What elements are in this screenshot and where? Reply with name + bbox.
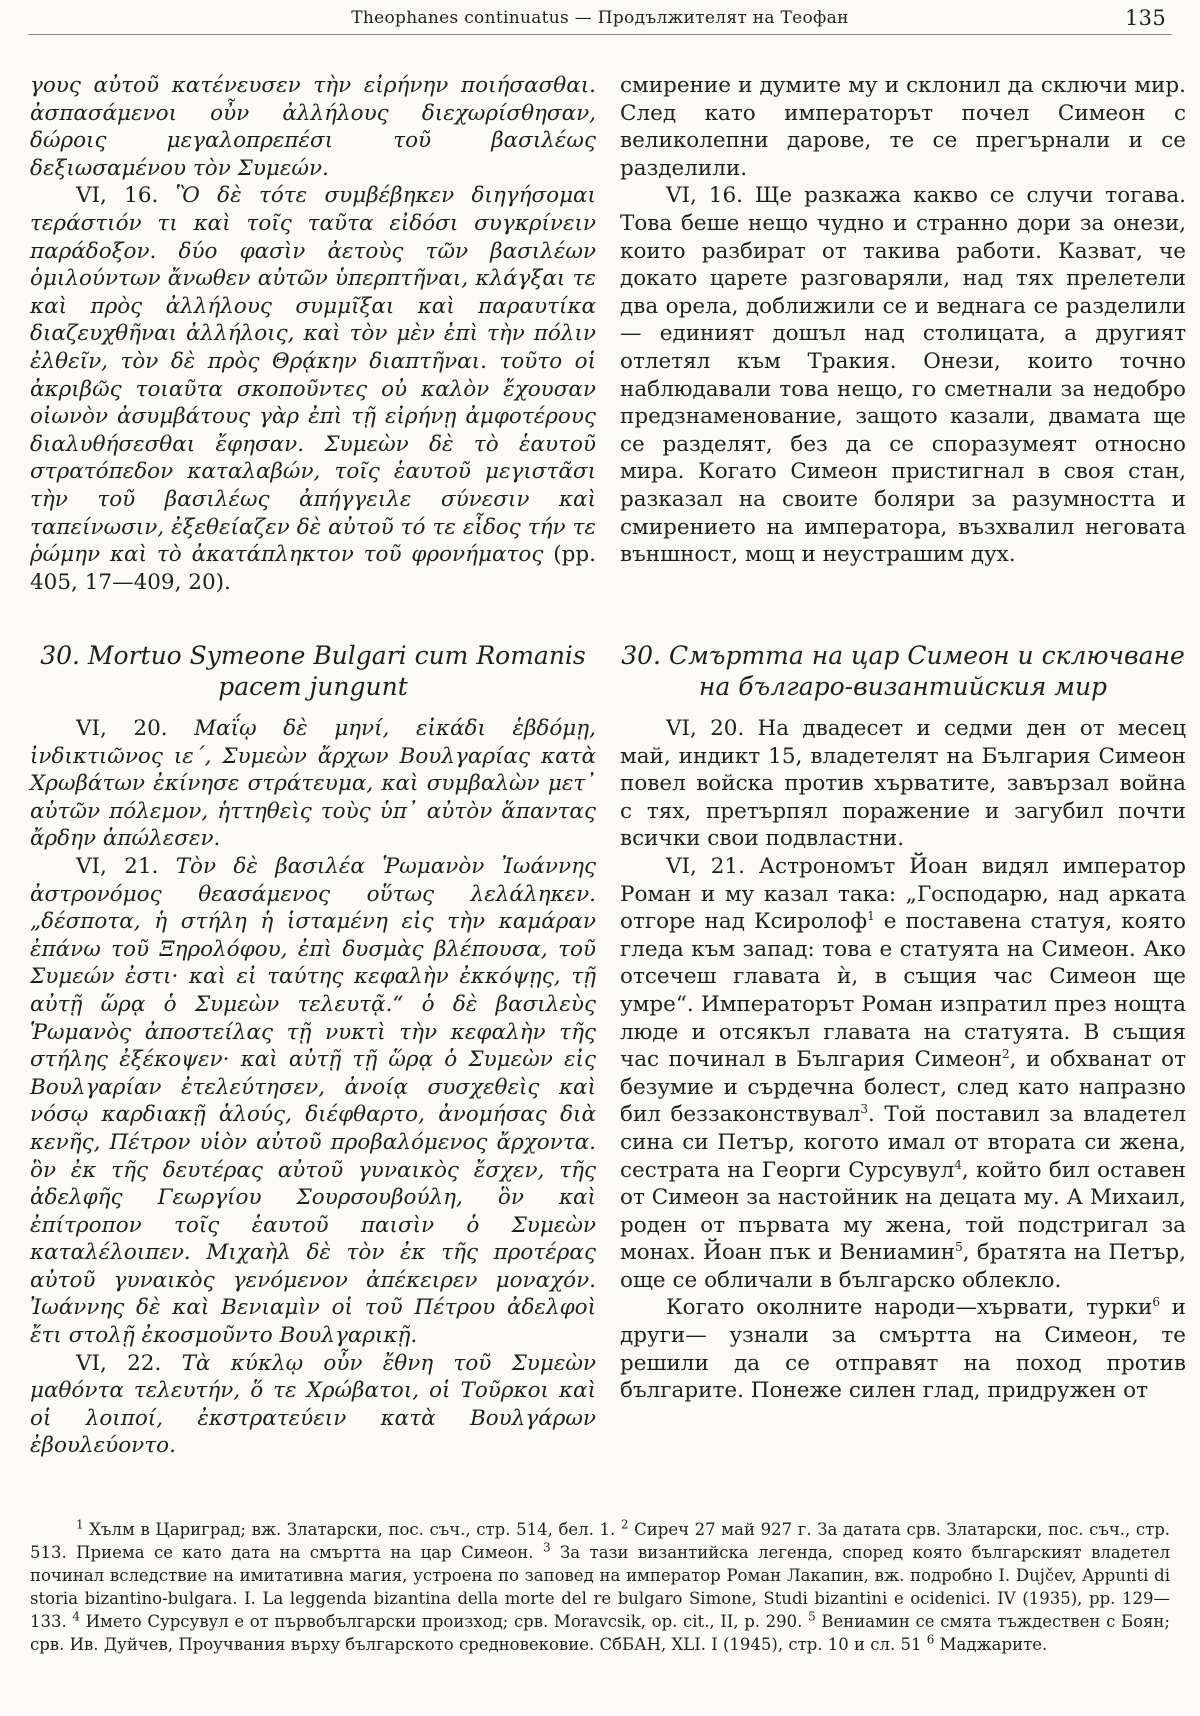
footnote-marker: 4: [954, 1157, 962, 1172]
greek-paragraph: VI, 20. Μαΐῳ δὲ μηνί, εἰκάδι ἑβδόμῃ, ἰνδικτιῶνος ιε΄, Συμεὼν ἄρχων Βουλγαρίας κατὰ Χρωβάτων ἐκίνησε στράτευμα, καὶ συμβαλὼν μετ᾽ αὐτῶν πόλεμον, ἡττηθεὶς τοὺς ὑπ᾽ αὐτὸν ἅπαντας ἄρδην ἀπώλεσεν.: [30, 716, 596, 852]
section-heading-bulgarian: 30. Смъртта на цар Симеон и сключване на българо-византийския мир: [621, 641, 1185, 701]
bulgarian-paragraph: смирение и думите му и склонил да сключи мир. След като императорът почел Симеон с великолепни дарове, те се прегърнали и се разделили.: [620, 73, 1186, 181]
running-header: [28, 4, 1172, 35]
bulgarian-section-heading-block: [620, 640, 1186, 702]
chapter-label: VI, 22.: [76, 1350, 162, 1376]
footnote: $^1$ Хълм в Цариград; вж. Златарски, пос. съч., стр. 514, бел. 1. $^2$ Сиреч 27 май 927 г. За датата срв. Златарски, пос. съч., стр. 513. Приема се като дата на смъртта на цар Симеон. $^3$ За тази византийска легенда, според която българският владетел починал вследствие на имитативна магия, устроена по заповед на император Роман Лакапин, вж. подробно I. Dujčev, Appunti di storia bizantino-bulgara. I. La leggenda bizantina della morte del re bulgaro Simone, Studi bizantini e ocidenici. IV (1935), pp. 129—133. $^4$ Името Сурсувул е от първобългарски произход; срв. Moravcsik, op. cit., II, p. 290. $^5$ Вениамин се смята тъждествен с Боян; срв. Ив. Дуйчев, Проучвания върху българското средновековие. СбБАН, XLI. I (1945), стр. 10 и сл. 51 $^6$ Маджарите.: [30, 1517, 1171, 1654]
chapter-label: VI, 20.: [76, 716, 168, 741]
greek-paragraph: VI, 21. Τὸν δὲ βασιλέα Ῥωμανὸν Ἰωάννης ἀστρονόμος θεασάμενος οὕτως λελάληκεν. „δέσποτα, ἡ στήλη ἡ ἱσταμένη εἰς τὴν καμάραν ἐπάνω τοῦ Ξηρολόφου, ἐπὶ δυσμὰς βλέπουσα, τοῦ Συμεών ἐστι· καὶ εἰ ταύτης κεφαλὴν ἐκκόψῃς, τῇ αὐτῇ ὥρᾳ ὁ Συμεὼν τελευτᾷ.“ ὁ δὲ βασιλεὺς Ῥωμανὸς ἀποστείλας τῇ νυκτὶ τὴν κεφαλὴν τῆς στήλης ἐξέκοψεν· καὶ αὐτῇ τῇ ὥρᾳ ὁ Συμεὼν εἰς Βουλγαρίαν ἐτελεύτησεν, ἀνοίᾳ συσχεθεὶς καὶ νόσῳ καρδιακῇ ἁλούς, διέφθαρτο, ἀνομήσας διὰ κενῆς, Πέτρον υἱὸν αὐτοῦ προβαλόμενος ἄρχοντα. ὃν ἐκ τῆς δευτέρας αὐτοῦ γυναικὸς ἔσχεν, τῆς ἀδελφῆς Γεωργίου Σουρσουβούλη, ὃν καὶ ἐπίτροπον τοῖς ἑαυτοῦ παισὶν ὁ Συμεὼν καταλέλοιπεν. Μιχαὴλ δὲ τὸν ἐκ τῆς προτέρας αὐτοῦ γυναικὸς γενόμενον ἀπέκειρεν μοναχόν. Ἰωάννης δὲ καὶ Βενιαμὶν οἱ τοῦ Πέτρου ἀδελφοὶ ἔτι στολῇ ἐκοσμοῦντο Βουλγαρικῇ.: [30, 853, 596, 1349]
footnote-marker: 3: [860, 1102, 869, 1117]
bulgarian-paragraph: VI, 20. На двадесет и седми ден от месец май, индикт 15, владетелят на България Симеон повел войска против хърватите, завързал война с тях, претърпял поражение и загубил почти всички свои подвластни.: [620, 716, 1186, 852]
bulgarian-column-bottom: [620, 715, 1186, 1405]
greek-paragraph: VI, 22. Τὰ κύκλῳ οὖν ἔθνη τοῦ Συμεὼν μαθόντα τελευτήν, ὅ τε Χρώβατοι, οἱ Τοῦρκοι καὶ οἱ λοιποί, ἐκστρατεύειν κατὰ Βουλγάρων ἐβουλεύοντο.: [30, 1350, 596, 1459]
greek-column-bottom: [30, 715, 596, 1460]
footnotes: [30, 1518, 1170, 1656]
section-heading-latin: 30. Mortuo Symeone Bulgari cum Romanis pacem jungunt: [40, 641, 586, 701]
footnote-marker: 1: [867, 909, 875, 923]
greek-paragraph: VI, 16. Ὃ δὲ τότε συμβέβηκεν διηγήσομαι τεράστιόν τι καὶ τοῖς ταῦτα εἰδόσι συγκρίνειν παράδοξον. δύο φασὶν ἀετοὺς τῶν βασιλέων ὁμιλούντων ἄνωθεν αὐτῶν ὑπερπτῆναι, κλάγξαι τε καὶ πρὸς ἀλλήλους συμμῖξαι καὶ παραυτίκα διαζευχθῆναι ἀλλήλοις, καὶ τὸν μὲν ἐπὶ τὴν πόλιν ἐλθεῖν, τὸν δὲ πρὸς Θρᾴκην διαπτῆναι. τοῦτο οἱ ἀκριβῶς τοιαῦτα σκοποῦντες οὐ καλὸν ἔχουσαν οἰωνὸν ἀσυμβάτους γὰρ ἐπὶ τῇ εἰρήνῃ ἀμφοτέρους διαλυθήσεσθαι ἔφησαν. Συμεὼν δὲ τὸ ἑαυτοῦ στρατόπεδον καταλαβών, τοῖς ἑαυτοῦ μεγιστᾶσι τὴν τοῦ βασιλέως ἀπήγγειλε σύνεσιν καὶ ταπείνωσιν, ἐξεθείαζεν δὲ αὐτοῦ τό τε εἶδος τήν τε ῥώμην καὶ τὸ ἀκατάπληκτον τοῦ φρονήματος (pp. 405, 17—409, 20).: [30, 183, 596, 595]
footnote-marker: 2: [1002, 1046, 1010, 1061]
bulgarian-paragraph: Когато околните народи—хървати, турки$^6$ и други— узнали за смъртта на Симеон, те решили да се отправят на поход против българите. Понеже силен глад, придружен от: [620, 1295, 1186, 1404]
page-number: 135: [1125, 6, 1166, 30]
footnote-marker: 6: [1152, 1295, 1160, 1310]
chapter-label: VI, 16.: [76, 183, 159, 209]
running-title: Theophanes continuatus — Продължителят на Теофан: [351, 8, 849, 28]
chapter-label: VI, 21.: [76, 853, 159, 879]
footnote-marker: 5: [955, 1240, 963, 1255]
greek-paragraph: γους αὐτοῦ κατένευσεν τὴν εἰρήνην ποιήσασθαι. ἀσπασάμενοι οὖν ἀλλήλους διεχωρίσθησαν, δώροις μεγαλοπρεπέσι τοῦ βασιλέως δεξιωσαμένου τὸν Συμεών.: [30, 73, 596, 181]
bulgarian-paragraph: VI, 16. Ще разкажа какво се случи тогава. Това беше нещо чудно и странно дори за онези, които разбират от такива работи. Казват, че докато царете разговаряли, над тях прелетели два орела, доближили се и веднага се разделили — единият дошъл над столицата, а другият отлетял към Тракия. Онези, които точно наблюдавали това нещо, го сметнали за недобро предзнаменование, защото казали, двамата ще се разделят, без да се споразумеят относно мира. Когато Симеон пристигнал в своя стан, разказал на своите боляри за разумността и смирението на императора, възхвалил неговата външност, мощ и неустрашим дух.: [620, 183, 1186, 568]
page-reference: (pp. 405, 17—409, 20).: [30, 542, 596, 595]
greek-section-heading-block: [30, 640, 596, 702]
greek-column-top: [30, 72, 596, 596]
bulgarian-column-top: [620, 72, 1186, 569]
bulgarian-paragraph: VI, 21. Астрономът Йоан видял император Роман и му казал така: „Господарю, над арката отгоре над Ксиролоф$^1$ е поставена статуя, която гледа към запад: това е статуята на Симеон. Ако отсечеш главата ѝ, в същия час Симеон ще умре“. Императорът Роман изпратил през нощта люде и отсякъл главата на статуята. В същия час починал в България Симеон$^2$, и обхванат от безумие и сърдечна болест, след като напразно бил беззаконствувал$^3$. Той поставил за владетел сина си Петър, когото имал от втората си жена, сестрата на Георги Сурсувул$^4$, който бил оставен от Симеон за настойник на децата му. А Михаил, роден от първата му жена, той подстригал за монах. Йоан пък и Вениамин$^5$, братята на Петър, още се обличали в българско облекло.: [620, 853, 1187, 1293]
